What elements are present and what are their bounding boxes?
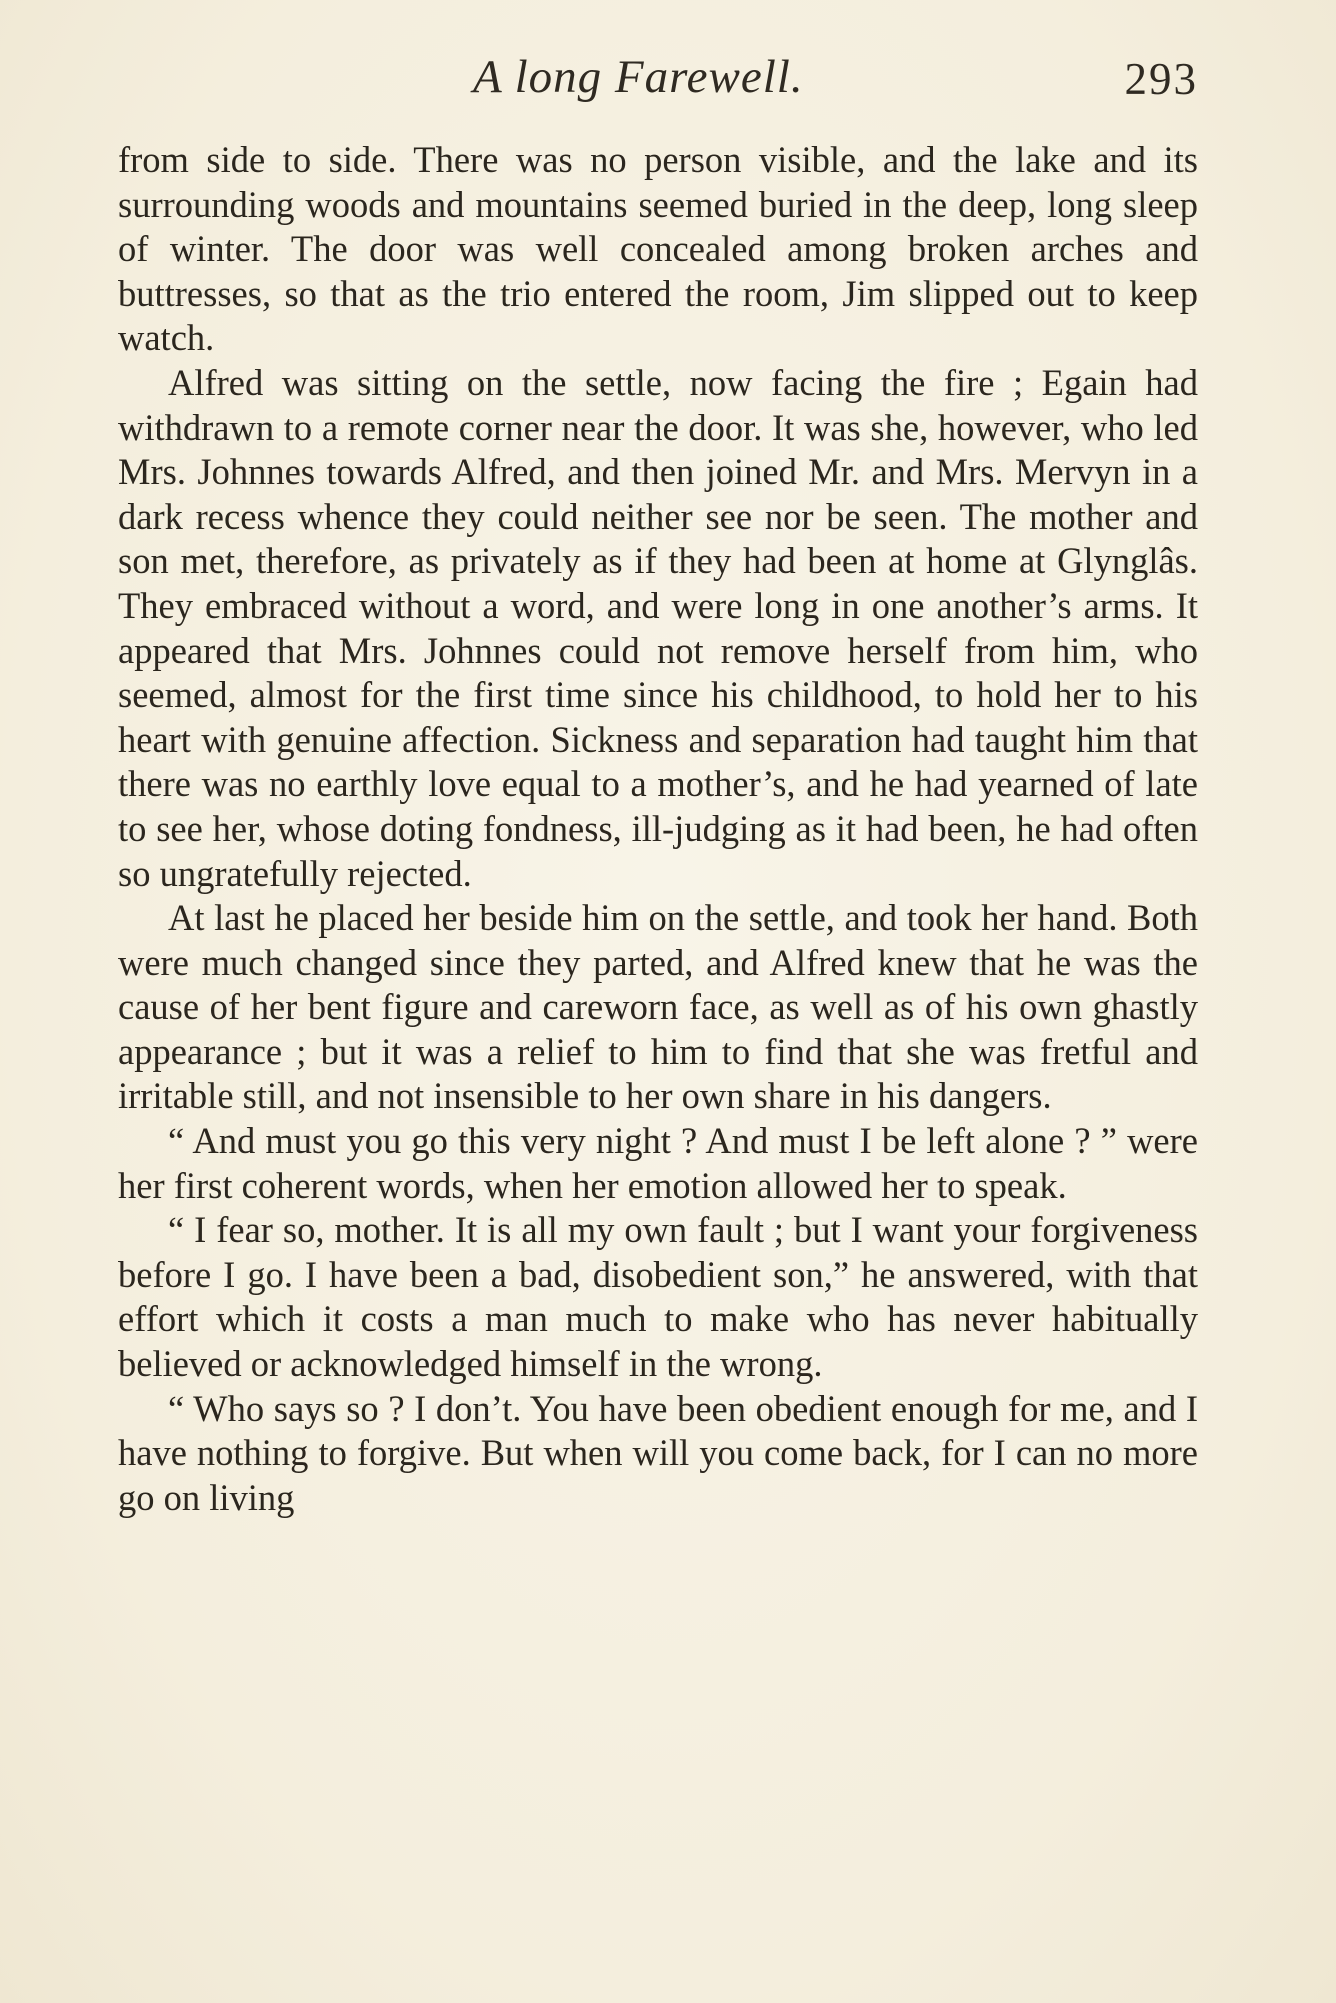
running-head: [118, 50, 1198, 110]
paragraph: “ I fear so, mother. It is all my own fault ; but I want your forgiveness before I go. I have been a bad, disobedient son,” he answered, with that effort which it costs a man much to make who has never habitually believed or acknowledged himself in the wrong.: [118, 1209, 1198, 1385]
page-number: 293: [1124, 54, 1198, 104]
paragraph: At last he placed her beside him on the settle, and took her hand. Both were much changed since they parted, and Alfred knew that he was the cause of her bent figure and careworn face, as well as of his own ghastly appearance ; but it was a relief to him to find that she was fretful and irritable still, and not insensible to her own share in his dangers.: [118, 897, 1198, 1117]
paragraph: “ And must you go this very night ? And must I be left alone ? ” were her first coherent words, when her emotion allowed her to speak.: [118, 1120, 1198, 1206]
running-title: A long Farewell.: [473, 51, 804, 103]
paragraph: Alfred was sitting on the settle, now facing the fire ; Egain had withdrawn to a remote corner near the door. It was she, however, who led Mrs. Johnnes towards Alfred, and then joined Mr. and Mrs. Mervyn in a dark recess whence they could neither see nor be seen. The mother and son met, therefore, as privately as if they had been at home at Glynglâs. They embraced without a word, and were long in one another’s arms. It appeared that Mrs. Johnnes could not remove herself from him, who seemed, almost for the first time since his childhood, to hold her to his heart with genuine affection. Sickness and separation had taught him that there was no earthly love equal to a mother’s, and he had yearned of late to see her, whose doting fondness, ill-judging as it had been, he had often so ungratefully rejected.: [118, 361, 1198, 894]
body-text: [118, 138, 1198, 1520]
paragraph: from side to side. There was no person visible, and the lake and its surrounding woods and mountains seemed buried in the deep, long sleep of winter. The door was well concealed among broken arches and buttresses, so that as the trio entered the room, Jim slipped out to keep watch.: [118, 139, 1198, 359]
paragraph: “ Who says so ? I don’t. You have been obedient enough for me, and I have nothing to forgive. But when will you come back, for I can no more go on living: [118, 1387, 1198, 1518]
